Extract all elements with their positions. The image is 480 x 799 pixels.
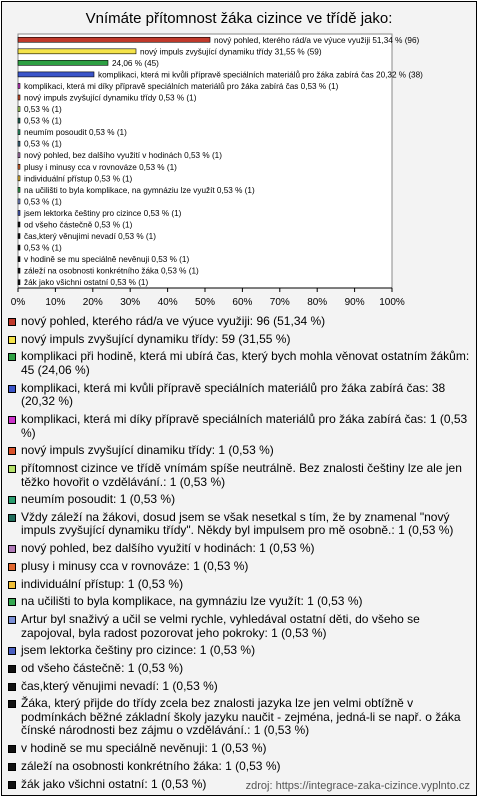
legend-label: komplikaci, která mi kvůli přípravě speciálních materiálů pro žáka zabírá čas: 38 (20,32 %) [21,380,446,409]
bar [18,268,20,273]
legend-item [8,662,472,676]
legend-label: čas,který věnujimi nevadí: 1 (0,53 %) [21,678,218,693]
legend-swatch [8,563,16,571]
bar [18,72,94,77]
legend-item [8,382,472,409]
legend-swatch [8,545,16,553]
bar [18,234,20,239]
x-tick-label: 60% [232,297,253,308]
bar [18,141,20,146]
legend-swatch [8,416,16,424]
legend-item [8,644,472,658]
legend-label: komplikaci, která mi díky přípravě speciálních materiálů pro žáka zabírá čas: 1 (0,53 %) [21,411,468,440]
bar [18,164,20,169]
legend-label: jsem lektorka češtiny pro cizince: 1 (0,53 %) [21,643,256,658]
legend-swatch [8,496,16,504]
legend [8,315,472,795]
bar [18,153,20,158]
bar-label: 0,53 % (1) [23,105,62,115]
bar-label: plusy i minusy cca v rovnováze 0,53 % (1) [23,162,177,172]
bar-chart [0,0,480,310]
legend-item [8,742,472,756]
bar-label: 0,53 % (1) [23,139,62,149]
legend-label: nový impuls zvyšující dynamiku třídy: 59 (31,55 %) [21,331,291,346]
legend-item [8,511,472,538]
legend-item [8,613,472,640]
legend-label: od všeho částečně: 1 (0,53 %) [21,660,184,675]
bar [18,176,20,181]
legend-label: individuální přístup: 1 (0,53 %) [21,576,184,591]
bar [18,83,20,88]
legend-label: nový pohled, kterého rád/a ve výuce využiji: 96 (51,34 %) [21,314,326,328]
bar-label: od všeho částečně 0,53 % (1) [23,220,133,230]
legend-item [8,560,472,574]
bar [18,199,20,204]
x-tick-label: 40% [157,297,178,308]
legend-item [8,493,472,507]
legend-swatch [8,318,16,326]
legend-label: komplikaci při hodině, která mi ubírá čas, který bych mohla věnovat ostatním žákům: 45 (24,06 %) [21,349,470,377]
legend-item [8,315,472,329]
x-tick-label: 100% [379,297,405,308]
x-tick-label: 90% [344,297,365,308]
legend-swatch [8,700,16,708]
bar-label: čas,který věnujimi nevadí 0,53 % (1) [23,232,156,242]
bar [18,37,210,42]
bar [18,280,20,285]
legend-swatch [8,616,16,624]
legend-label: Artur byl snaživý a učil se velmi rychle, vyhledával ostatní děti, do všeho se zapojoval, byla radost pozorovat jeho pokroky: 1 (0,53 %) [21,611,420,640]
legend-item [8,680,472,694]
bar-label: komplikaci, která mi kvůli přípravě speciálních materiálů pro žáka zabírá čas 20,32 % (38) [97,70,423,80]
legend-label: neumím posoudit: 1 (0,53 %) [21,492,176,507]
bar-label: 0,53 % (1) [23,116,62,126]
bar [18,60,108,65]
bar [18,257,20,262]
x-tick-label: 70% [269,297,290,308]
bar-label: nový impuls zvyšující dynamiku třídy 31,55 % (59) [139,47,322,57]
bar-label: v hodině se mu speciálně nevěnuji 0,53 % (1) [23,255,190,265]
legend-label: přítomnost cizince ve třídě vnímám spíše neutrálně. Bez znalosti češtiny lze ale jen těžko hovořit o vzdělávání.: 1 (0,53 %) [21,460,462,489]
x-tick-label: 30% [120,297,141,308]
legend-item [8,333,472,347]
legend-swatch [8,665,16,673]
legend-item [8,760,472,774]
legend-label: Žáka, který přijde do třídy zcela bez znalosti jazyka lze jen velmi obtížně v podmínkách běžné základní školy jazyku naučit - zejména, jedná-li se např. o žáka čínské národnosti bez zájmu o vzdělávání.: 1 (0,53 %) [21,696,461,738]
legend-label: nový impuls zvyšující dinamiku třídy: 1 (0,53 %) [21,443,274,458]
bar-label: záleží na osobnosti konkrétního žáka 0,53 % (1) [23,266,199,276]
bar-label: nový impuls zvyšující dynamiku třídy 0,53 % (1) [23,93,197,103]
bar-label: nový pohled, kterého rád/a ve výuce využiji 51,34 % (96) [214,35,420,45]
legend-swatch [8,647,16,655]
bar-label: žák jako všichni ostatní 0,53 % (1) [23,278,149,288]
bar [18,49,136,54]
bar-label: jsem lektorka češtiny pro cizince 0,53 % (1) [23,208,182,218]
legend-item [8,413,472,440]
bar-label: individuální přístup 0,53 % (1) [23,174,133,184]
legend-swatch [8,465,16,473]
source-link[interactable]: zdroj: https://integrace-zaka-cizince.vyplnto.cz [245,780,470,792]
legend-label: nový pohled, bez dalšího využití v hodinách: 1 (0,53 %) [21,541,315,556]
legend-swatch [8,447,16,455]
legend-swatch [8,581,16,589]
x-tick-label: 50% [194,297,216,308]
legend-label: plusy i minusy cca v rovnováze: 1 (0,53 %) [21,558,249,573]
legend-swatch [8,781,16,789]
bar-label: 24,06 % (45) [111,58,159,68]
legend-item [8,697,472,738]
bar [18,245,20,250]
legend-swatch [8,745,16,753]
legend-label: Vždy záleží na žákovi, dosud jsem se však nesetkal s tím, že by znamenal "nový impuls zvyšující dynamiku třídy". Někdy byl impulsem pro mě osobně.: 1 (0,53 %) [21,509,454,538]
x-tick-label: 80% [307,297,328,308]
legend-item [8,578,472,592]
legend-swatch [8,514,16,522]
bar [18,107,20,112]
bar [18,130,20,135]
bar [18,95,20,100]
legend-label: na učilišti to byla komplikace, na gymnáziu lze využít: 1 (0,53 %) [21,594,363,609]
bar [18,187,20,192]
legend-swatch [8,763,16,771]
bar-label: na učilišti to byla komplikace, na gymnáziu lze využít 0,53 % (1) [23,185,255,195]
bar-label: neumím posoudit 0,53 % (1) [23,128,127,138]
legend-label: žák jako všichni ostatní: 1 (0,53 %) [21,776,207,791]
legend-item [8,462,472,489]
x-tick-label: 10% [45,297,66,308]
legend-label: záleží na osobnosti konkrétního žáka: 1 (0,53 %) [21,758,281,773]
bar [18,222,20,227]
legend-swatch [8,385,16,393]
legend-swatch [8,353,16,361]
legend-label: v hodině se mu speciálně nevěnuji: 1 (0,53 %) [21,741,267,756]
x-tick-label: 0% [10,297,26,308]
legend-item [8,444,472,458]
legend-swatch [8,336,16,344]
bar-label: 0,53 % (1) [23,243,62,253]
bar [18,210,20,215]
bar-label: komplikaci, která mi díky přípravě speciálních materiálů pro žáka zabírá čas 0,53 % (1) [23,81,339,91]
x-tick-label: 20% [82,297,103,308]
bar [18,118,20,123]
chart-title: Vnímáte přítomnost žáka cizince ve třídě jako: [85,10,393,27]
legend-item [8,542,472,556]
bar-label: 0,53 % (1) [23,197,62,207]
legend-swatch [8,683,16,691]
legend-item [8,595,472,609]
legend-item [8,350,472,377]
bar-label: nový pohled, bez dalšího využití v hodinách 0,53 % (1) [23,151,222,161]
legend-swatch [8,598,16,606]
